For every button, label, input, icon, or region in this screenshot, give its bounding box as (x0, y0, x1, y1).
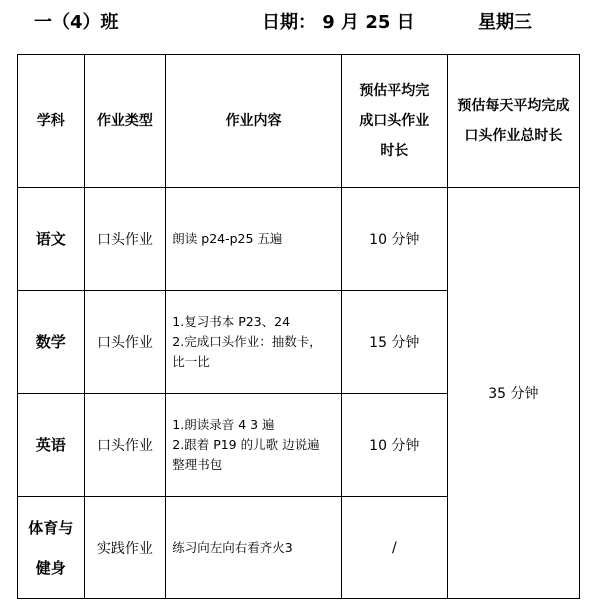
header-content: 作业内容 (166, 55, 342, 188)
header-type: 作业类型 (84, 55, 166, 188)
type-cell: 实践作业 (84, 497, 166, 599)
subject-cell: 语文 (18, 188, 85, 291)
class-name: 一（4）班 (34, 12, 119, 33)
table-header-row (18, 55, 580, 188)
header-duration: 预估平均完 成口头作业 时长 (341, 55, 447, 188)
date-label: 日期： 9 月 25 日 (262, 12, 415, 33)
type-cell: 口头作业 (84, 291, 166, 394)
header-subject: 学科 (18, 55, 85, 188)
type-cell: 口头作业 (84, 188, 166, 291)
subject-cell: 英语 (18, 394, 85, 497)
document-header (0, 9, 601, 43)
content-cell: 1.朗读录音 4 3 遍 2.跟着 P19 的儿歌 边说遍 整理书包 (166, 394, 342, 497)
content-cell: 练习向左向右看齐火3 (166, 497, 342, 599)
duration-cell: 10 分钟 (341, 394, 447, 497)
type-cell: 口头作业 (84, 394, 166, 497)
subject-cell: 数学 (18, 291, 85, 394)
table-row (18, 188, 580, 291)
duration-cell: 15 分钟 (341, 291, 447, 394)
content-cell: 1.复习书本 P23、24 2.完成口头作业：抽数卡， 比一比 (166, 291, 342, 394)
homework-table (17, 54, 580, 599)
weekday-label: 星期三 (478, 12, 532, 33)
duration-cell: / (341, 497, 447, 599)
subject-cell: 体育与 健身 (18, 497, 85, 599)
header-total-duration: 预估每天平均完成 口头作业总时长 (447, 55, 579, 188)
content-cell: 朗读 p24-p25 五遍 (166, 188, 342, 291)
total-duration-cell: 35 分钟 (447, 188, 579, 599)
duration-cell: 10 分钟 (341, 188, 447, 291)
